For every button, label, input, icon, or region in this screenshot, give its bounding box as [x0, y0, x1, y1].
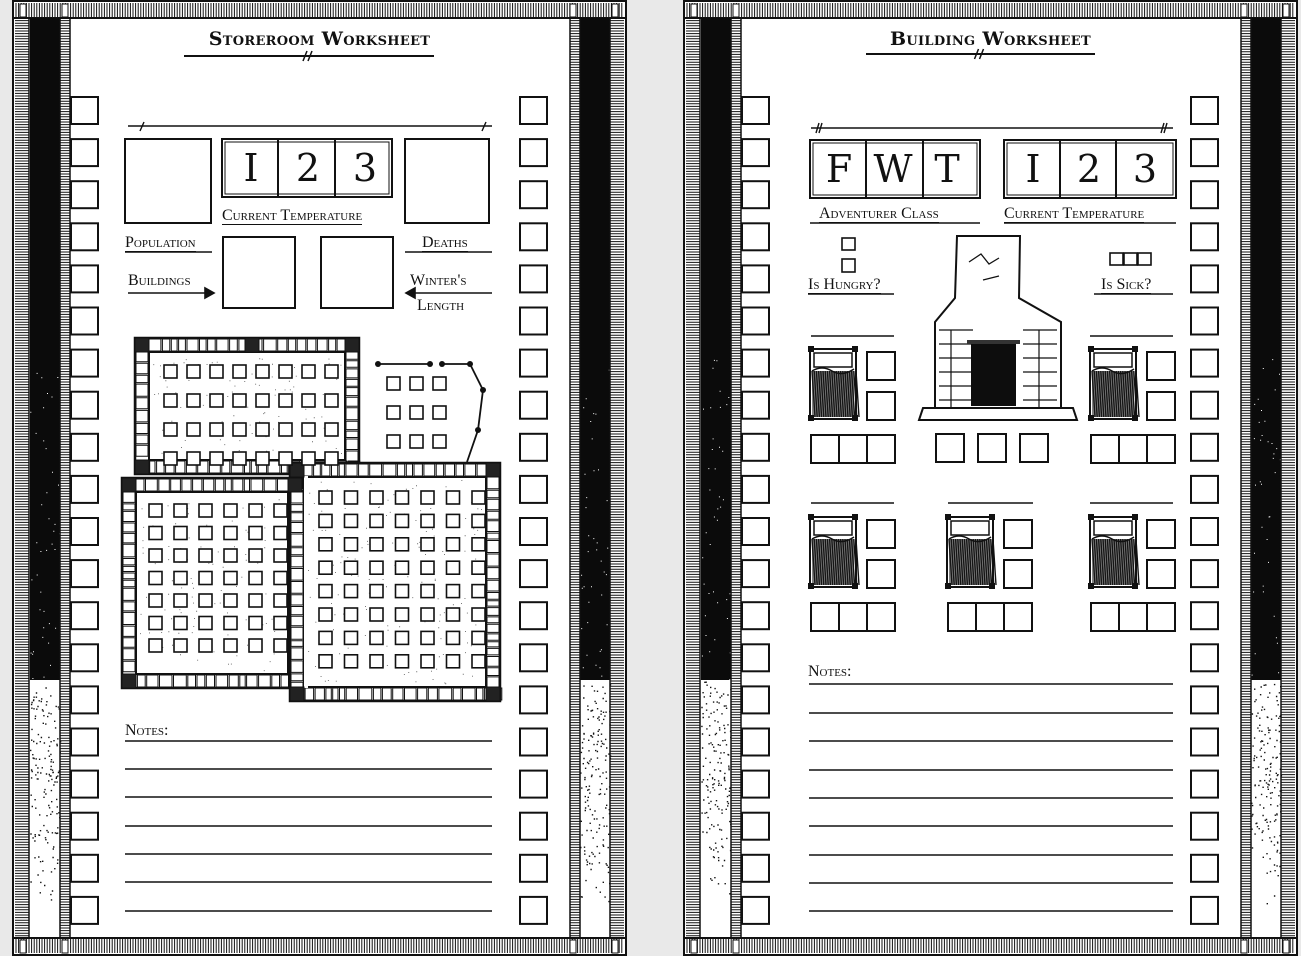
occupant-checkbox[interactable] [1147, 560, 1175, 588]
occupant-checkbox[interactable] [976, 603, 1004, 631]
tally-boxes [742, 97, 1218, 924]
population-box[interactable] [125, 139, 211, 223]
storage-slot[interactable] [345, 631, 358, 644]
tally-checkbox[interactable] [742, 855, 769, 882]
storage-slot[interactable] [279, 423, 292, 436]
storage-slot[interactable] [274, 617, 287, 630]
notes-lines [125, 741, 492, 911]
storage-slot[interactable] [447, 514, 460, 527]
tally-checkbox[interactable] [71, 223, 98, 250]
tally-checkbox[interactable] [742, 181, 769, 208]
tally-checkbox[interactable] [520, 771, 547, 798]
storage-slot[interactable] [396, 655, 409, 668]
storage-slot[interactable] [149, 639, 162, 652]
storage-slot[interactable] [233, 423, 246, 436]
bed-icon [808, 514, 859, 589]
storage-slot[interactable] [210, 394, 223, 407]
tally-checkbox[interactable] [71, 392, 98, 419]
current-temperature-label: Current Temperature [222, 207, 363, 224]
storage-slot[interactable] [210, 452, 223, 465]
occupant-checkbox[interactable] [1147, 352, 1175, 380]
tally-checkbox[interactable] [1191, 181, 1218, 208]
class-letter[interactable]: F [825, 147, 853, 191]
tally-checkbox[interactable] [742, 265, 769, 292]
storage-slot[interactable] [421, 514, 434, 527]
storage-slot[interactable] [396, 585, 409, 598]
storage-slot[interactable] [370, 538, 383, 551]
storage-slot[interactable] [149, 572, 162, 585]
tally-checkbox[interactable] [520, 560, 547, 587]
storage-slot[interactable] [149, 527, 162, 540]
storage-slot[interactable] [421, 608, 434, 621]
storage-slot[interactable] [319, 491, 332, 504]
tally-checkbox[interactable] [71, 139, 98, 166]
storage-slot[interactable] [319, 608, 332, 621]
occupant-checkbox[interactable] [1004, 603, 1032, 631]
tally-checkbox[interactable] [742, 97, 769, 124]
page-border [683, 0, 1298, 956]
section-rule [811, 123, 1173, 133]
occupant-checkbox[interactable] [867, 603, 895, 631]
tally-checkbox[interactable] [742, 560, 769, 587]
tally-checkbox[interactable] [520, 729, 547, 756]
bed-icon [1088, 346, 1139, 421]
storage-slot[interactable] [274, 639, 287, 652]
storage-slot[interactable] [410, 377, 423, 390]
storage-slot[interactable] [279, 365, 292, 378]
storage-slot[interactable] [274, 527, 287, 540]
tally-checkbox[interactable] [1191, 813, 1218, 840]
tally-checkbox[interactable] [1191, 434, 1218, 461]
tally-checkbox[interactable] [1191, 686, 1218, 713]
storage-slot[interactable] [256, 423, 269, 436]
temperature-digit[interactable]: I [1025, 147, 1041, 191]
storage-slot[interactable] [447, 491, 460, 504]
storage-slot[interactable] [274, 504, 287, 517]
storage-slot[interactable] [174, 549, 187, 562]
occupant-checkbox[interactable] [1004, 520, 1032, 548]
occupant-checkbox[interactable] [1147, 392, 1175, 420]
storage-slot[interactable] [396, 491, 409, 504]
tally-checkbox[interactable] [71, 686, 98, 713]
occupant-checkbox[interactable] [811, 603, 839, 631]
tally-checkbox[interactable] [71, 771, 98, 798]
section-rule [128, 122, 492, 131]
is-sick-label: Is Sick? [1101, 276, 1152, 293]
tally-checkbox[interactable] [520, 602, 547, 629]
storage-slot[interactable] [302, 423, 315, 436]
occupant-checkbox[interactable] [1147, 603, 1175, 631]
tally-checkbox[interactable] [520, 855, 547, 882]
storage-slot[interactable] [249, 549, 262, 562]
storage-slot[interactable] [187, 394, 200, 407]
storage-slot[interactable] [174, 572, 187, 585]
tally-checkbox[interactable] [71, 644, 98, 671]
title-underline [866, 49, 1095, 59]
building-worksheet [683, 0, 1298, 956]
storage-slot[interactable] [319, 631, 332, 644]
storage-slot[interactable] [199, 527, 212, 540]
buildings-box[interactable] [223, 237, 295, 308]
occupant-checkbox[interactable] [867, 560, 895, 588]
tally-checkbox[interactable] [1191, 223, 1218, 250]
storage-slot[interactable] [249, 572, 262, 585]
tally-checkbox[interactable] [742, 897, 769, 924]
tally-checkbox[interactable] [1191, 265, 1218, 292]
storage-slot[interactable] [421, 561, 434, 574]
tally-checkbox[interactable] [1191, 350, 1218, 377]
storage-slot[interactable] [345, 514, 358, 527]
tally-checkbox[interactable] [1191, 308, 1218, 335]
tally-checkbox[interactable] [520, 644, 547, 671]
storage-slot[interactable] [345, 561, 358, 574]
notes-label: Notes: [125, 722, 169, 739]
tally-checkbox[interactable] [520, 181, 547, 208]
storage-slot[interactable] [210, 365, 223, 378]
storage-slot[interactable] [370, 608, 383, 621]
tally-checkbox[interactable] [520, 476, 547, 503]
tally-checkbox[interactable] [742, 476, 769, 503]
occupant-checkbox[interactable] [867, 435, 895, 463]
storage-slot[interactable] [249, 639, 262, 652]
tally-checkbox[interactable] [742, 223, 769, 250]
storage-slot[interactable] [472, 561, 485, 574]
tally-checkbox[interactable] [1191, 392, 1218, 419]
winters-length-label-2: Length [417, 297, 465, 314]
tally-checkbox[interactable] [1191, 476, 1218, 503]
deaths-label: Deaths [422, 234, 468, 251]
tally-checkbox[interactable] [71, 434, 98, 461]
storage-slot[interactable] [164, 394, 177, 407]
storage-slot[interactable] [396, 631, 409, 644]
storage-slot[interactable] [472, 608, 485, 621]
tally-checkbox[interactable] [520, 686, 547, 713]
tally-checkbox[interactable] [1191, 644, 1218, 671]
tally-checkbox[interactable] [520, 308, 547, 335]
storage-slot[interactable] [224, 572, 237, 585]
storage-slot[interactable] [319, 585, 332, 598]
tally-checkbox[interactable] [742, 139, 769, 166]
tally-checkbox[interactable] [742, 602, 769, 629]
is-hungry-label: Is Hungry? [808, 276, 881, 293]
tally-checkbox[interactable] [1191, 771, 1218, 798]
sick-checkbox-1[interactable] [1110, 253, 1123, 265]
tally-checkbox[interactable] [742, 771, 769, 798]
population-label: Population [125, 234, 196, 251]
storage-slot[interactable] [345, 491, 358, 504]
tally-checkbox[interactable] [1191, 602, 1218, 629]
tally-checkbox[interactable] [71, 476, 98, 503]
arrow-right-icon [128, 288, 214, 298]
storage-slot[interactable] [187, 365, 200, 378]
storage-slot[interactable] [274, 594, 287, 607]
storage-slot[interactable] [199, 594, 212, 607]
storage-slot[interactable] [249, 527, 262, 540]
storage-slot[interactable] [274, 572, 287, 585]
sick-checkbox-3[interactable] [1138, 253, 1151, 265]
storage-slot[interactable] [387, 377, 400, 390]
storage-slot[interactable] [279, 452, 292, 465]
tally-checkbox[interactable] [71, 855, 98, 882]
occupant-checkbox[interactable] [1091, 435, 1119, 463]
occupant-checkbox[interactable] [867, 352, 895, 380]
tally-checkbox[interactable] [742, 308, 769, 335]
storage-slot[interactable] [256, 365, 269, 378]
tally-checkbox[interactable] [71, 350, 98, 377]
storage-slot[interactable] [396, 561, 409, 574]
storage-slot[interactable] [472, 538, 485, 551]
storage-slot[interactable] [233, 452, 246, 465]
occupant-checkbox[interactable] [1147, 435, 1175, 463]
storage-slot[interactable] [274, 549, 287, 562]
tally-checkbox[interactable] [742, 644, 769, 671]
storage-slot[interactable] [345, 538, 358, 551]
buildings-label: Buildings [128, 272, 191, 289]
occupant-checkbox[interactable] [867, 392, 895, 420]
page-title: Building Worksheet [890, 28, 1091, 50]
title-underline [184, 51, 434, 61]
storage-slot[interactable] [187, 423, 200, 436]
storage-slot[interactable] [319, 561, 332, 574]
storage-slot[interactable] [302, 394, 315, 407]
class-letter[interactable]: W [873, 147, 913, 191]
storage-slot[interactable] [370, 491, 383, 504]
bed-icon [1088, 514, 1139, 589]
occupant-checkbox[interactable] [811, 435, 839, 463]
storage-slot[interactable] [224, 594, 237, 607]
storage-slot[interactable] [421, 585, 434, 598]
temperature-digit[interactable]: I [243, 146, 259, 190]
storage-slot[interactable] [370, 585, 383, 598]
storage-slot[interactable] [249, 504, 262, 517]
occupant-checkbox[interactable] [1004, 560, 1032, 588]
tally-checkbox[interactable] [520, 139, 547, 166]
storage-slot[interactable] [210, 423, 223, 436]
storage-slot[interactable] [256, 394, 269, 407]
adventurer-class-label: Adventurer Class [819, 205, 939, 222]
storage-slot[interactable] [396, 514, 409, 527]
storage-slot[interactable] [224, 504, 237, 517]
storage-slot[interactable] [396, 608, 409, 621]
storage-slot[interactable] [447, 655, 460, 668]
storage-slot[interactable] [164, 452, 177, 465]
storage-slot[interactable] [447, 561, 460, 574]
storage-slot[interactable] [164, 365, 177, 378]
storage-slot[interactable] [387, 406, 400, 419]
storage-slot[interactable] [370, 631, 383, 644]
tally-checkbox[interactable] [1191, 855, 1218, 882]
tally-checkbox[interactable] [520, 350, 547, 377]
tally-checkbox[interactable] [520, 97, 547, 124]
tally-checkbox[interactable] [520, 392, 547, 419]
tally-checkbox[interactable] [71, 813, 98, 840]
tally-checkbox[interactable] [71, 265, 98, 292]
storage-slot[interactable] [472, 491, 485, 504]
storage-slot[interactable] [472, 514, 485, 527]
tally-checkbox[interactable] [71, 602, 98, 629]
occupant-checkbox[interactable] [948, 603, 976, 631]
storage-slot[interactable] [387, 435, 400, 448]
storeroom-worksheet [12, 0, 627, 956]
storage-slot[interactable] [325, 452, 338, 465]
storage-slot[interactable] [319, 655, 332, 668]
fireplace-checkbox[interactable] [978, 434, 1006, 462]
storage-slot[interactable] [421, 491, 434, 504]
winters-length-label: Winter's [410, 272, 467, 289]
tally-checkbox[interactable] [520, 813, 547, 840]
tally-checkbox[interactable] [71, 97, 98, 124]
occupant-checkbox[interactable] [839, 435, 867, 463]
storage-slot[interactable] [302, 365, 315, 378]
storage-slot[interactable] [174, 527, 187, 540]
tally-checkbox[interactable] [742, 518, 769, 545]
tally-checkbox[interactable] [742, 350, 769, 377]
storage-slot[interactable] [279, 394, 292, 407]
tally-checkbox[interactable] [520, 265, 547, 292]
storage-slot[interactable] [325, 394, 338, 407]
notes-label: Notes: [808, 663, 852, 680]
tally-checkbox[interactable] [742, 813, 769, 840]
storage-slot[interactable] [224, 549, 237, 562]
storage-slot[interactable] [370, 561, 383, 574]
storage-slot[interactable] [199, 549, 212, 562]
notes-lines [809, 684, 1173, 911]
storage-slot[interactable] [233, 365, 246, 378]
temperature-digit[interactable]: 3 [352, 146, 378, 190]
storage-slot[interactable] [149, 617, 162, 630]
storage-slot[interactable] [370, 514, 383, 527]
tally-checkbox[interactable] [742, 686, 769, 713]
temperature-digit[interactable]: 2 [295, 146, 321, 190]
storage-slot[interactable] [187, 452, 200, 465]
storage-slot[interactable] [302, 452, 315, 465]
tally-checkbox[interactable] [520, 434, 547, 461]
tally-checkbox[interactable] [520, 223, 547, 250]
occupant-checkbox[interactable] [1091, 603, 1119, 631]
storage-slot[interactable] [233, 394, 246, 407]
tally-checkbox[interactable] [1191, 897, 1218, 924]
tally-checkbox[interactable] [1191, 729, 1218, 756]
tally-checkbox[interactable] [1191, 139, 1218, 166]
bed-icon [808, 346, 859, 421]
storage-slot[interactable] [174, 639, 187, 652]
temperature-digit[interactable]: 2 [1076, 147, 1102, 191]
storage-slot[interactable] [447, 538, 460, 551]
storage-slot[interactable] [319, 538, 332, 551]
storage-slot[interactable] [164, 423, 177, 436]
storage-slot[interactable] [345, 608, 358, 621]
tally-checkbox[interactable] [71, 308, 98, 335]
occupant-checkbox[interactable] [1119, 435, 1147, 463]
storage-slot[interactable] [199, 504, 212, 517]
storage-slot[interactable] [149, 594, 162, 607]
storage-slot[interactable] [433, 406, 446, 419]
tally-checkbox[interactable] [71, 560, 98, 587]
storage-slot[interactable] [472, 585, 485, 598]
storage-slot[interactable] [199, 639, 212, 652]
storage-slot[interactable] [345, 655, 358, 668]
storage-slot[interactable] [319, 514, 332, 527]
sick-checkbox-2[interactable] [1124, 253, 1137, 265]
storage-slot[interactable] [199, 572, 212, 585]
bed-icon [945, 514, 996, 589]
storage-slot[interactable] [149, 549, 162, 562]
page-title: Storeroom Worksheet [208, 28, 431, 50]
temperature-digit[interactable]: 3 [1132, 147, 1158, 191]
storage-slot[interactable] [149, 504, 162, 517]
storage-slot[interactable] [325, 423, 338, 436]
storage-slot[interactable] [447, 608, 460, 621]
storage-slot[interactable] [174, 594, 187, 607]
tally-checkbox[interactable] [1191, 97, 1218, 124]
storage-slot[interactable] [174, 504, 187, 517]
storage-slot[interactable] [472, 631, 485, 644]
storage-slot[interactable] [472, 655, 485, 668]
storage-slot[interactable] [224, 617, 237, 630]
deaths-box[interactable] [405, 139, 489, 223]
storage-slot[interactable] [345, 585, 358, 598]
tally-checkbox[interactable] [742, 392, 769, 419]
storage-slot[interactable] [410, 435, 423, 448]
storage-slot[interactable] [199, 617, 212, 630]
fireplace-checkbox[interactable] [1020, 434, 1048, 462]
tally-checkbox[interactable] [71, 518, 98, 545]
storage-slot[interactable] [249, 594, 262, 607]
storage-slot[interactable] [447, 585, 460, 598]
storage-slot[interactable] [224, 527, 237, 540]
tally-checkbox[interactable] [71, 897, 98, 924]
tally-checkbox[interactable] [520, 518, 547, 545]
tally-checkbox[interactable] [742, 729, 769, 756]
hungry-checkbox-2[interactable] [842, 259, 855, 272]
occupant-checkbox[interactable] [1119, 603, 1147, 631]
storage-slot[interactable] [421, 655, 434, 668]
hungry-checkbox-1[interactable] [842, 238, 855, 250]
storage-slot[interactable] [421, 538, 434, 551]
occupant-checkbox[interactable] [1147, 520, 1175, 548]
storage-slot[interactable] [447, 631, 460, 644]
storage-slot[interactable] [325, 365, 338, 378]
storage-slot[interactable] [256, 452, 269, 465]
tally-checkbox[interactable] [520, 897, 547, 924]
storage-slot[interactable] [410, 406, 423, 419]
fireplace-checkbox[interactable] [936, 434, 964, 462]
storage-slot[interactable] [249, 617, 262, 630]
class-letter[interactable]: T [934, 147, 960, 191]
storage-slot[interactable] [224, 639, 237, 652]
storage-slot[interactable] [421, 631, 434, 644]
tally-checkbox[interactable] [71, 729, 98, 756]
fireplace-icon [919, 236, 1077, 420]
storage-slot[interactable] [396, 538, 409, 551]
tally-checkbox[interactable] [742, 434, 769, 461]
storage-slot[interactable] [174, 617, 187, 630]
storage-slot[interactable] [433, 377, 446, 390]
tally-checkbox[interactable] [71, 181, 98, 208]
winters-length-box[interactable] [321, 237, 393, 308]
tally-checkbox[interactable] [1191, 560, 1218, 587]
storage-slot[interactable] [433, 435, 446, 448]
occupant-checkbox[interactable] [867, 520, 895, 548]
occupant-checkbox[interactable] [839, 603, 867, 631]
storage-slot[interactable] [370, 655, 383, 668]
current-temperature-label: Current Temperature [1004, 205, 1145, 222]
tally-checkbox[interactable] [1191, 518, 1218, 545]
